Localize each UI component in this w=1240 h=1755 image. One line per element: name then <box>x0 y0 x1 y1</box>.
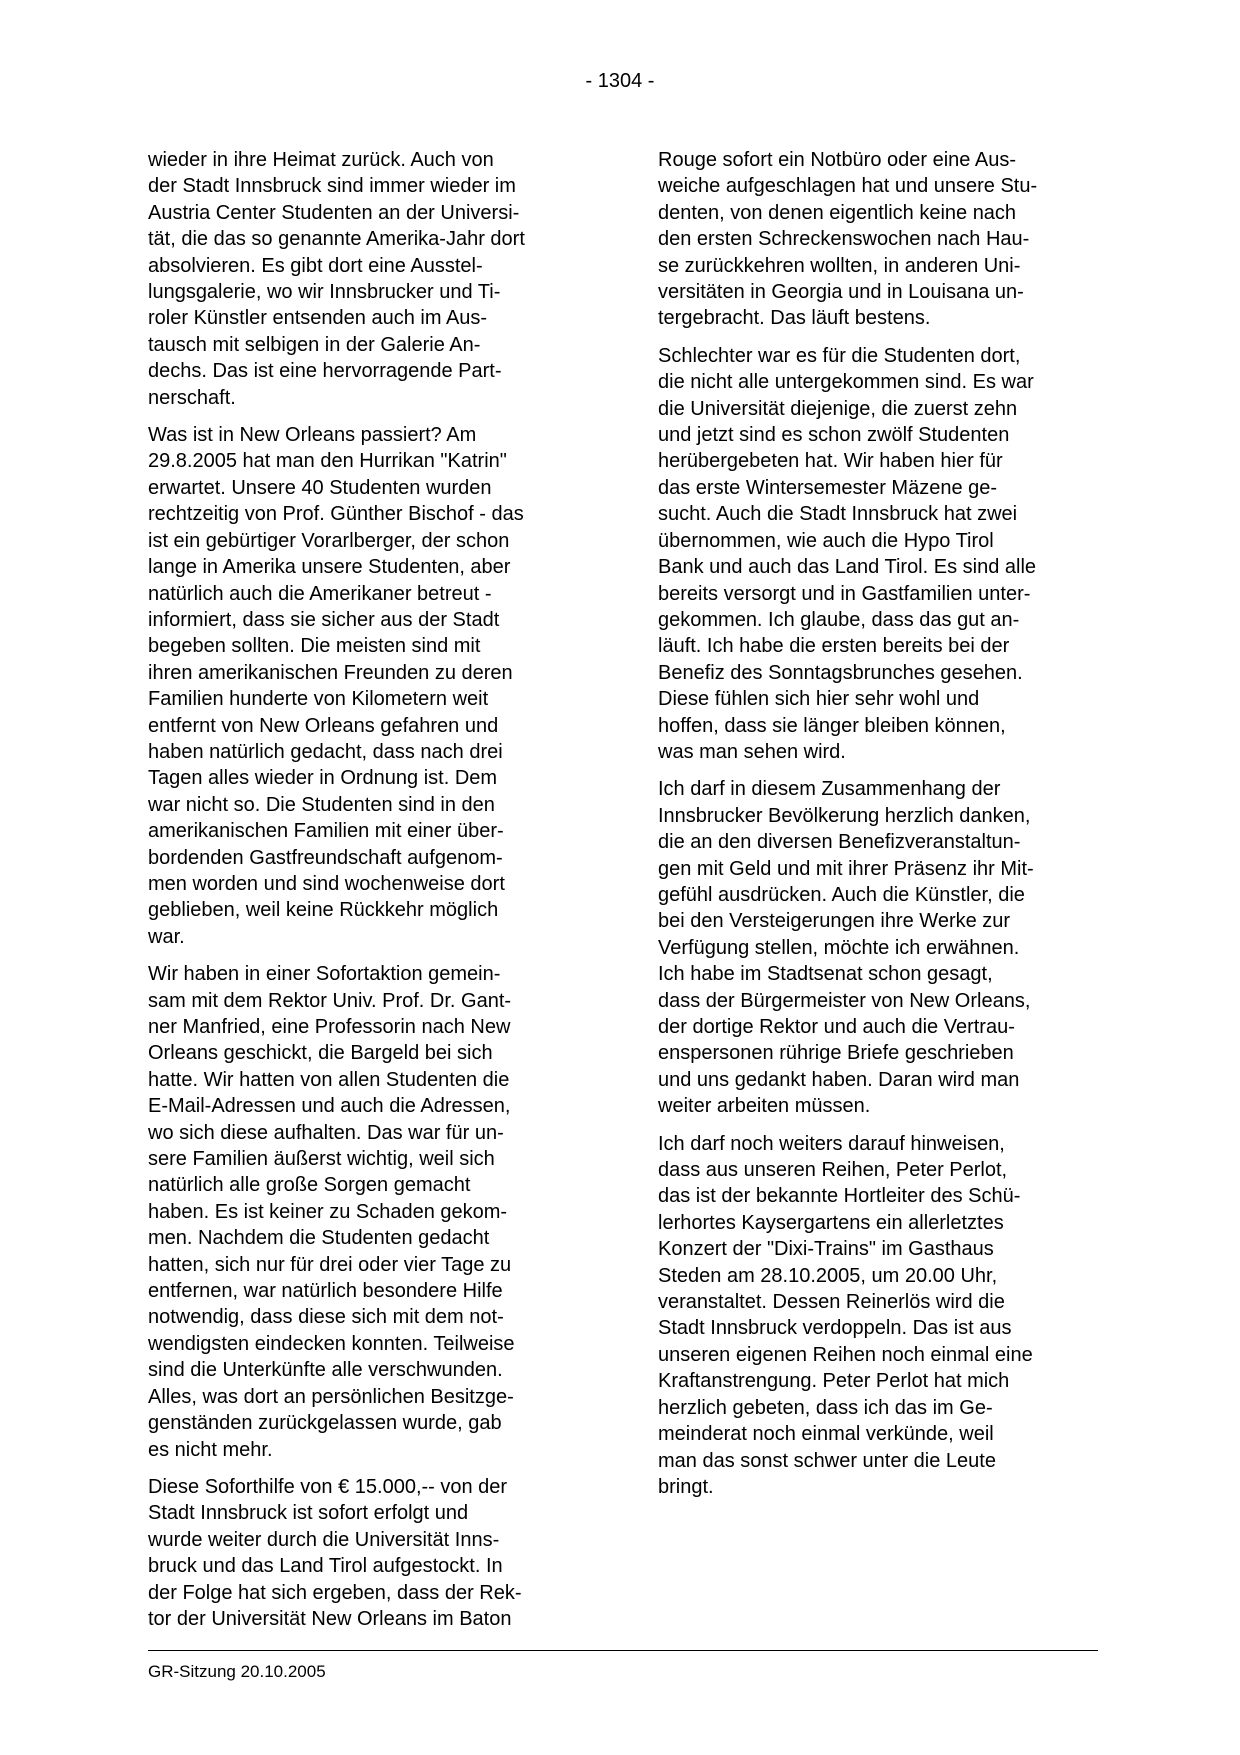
paragraph: wieder in ihre Heimat zurück. Auch von der Stadt Innsbruck sind immer wieder im Austria Center Studenten an der Universi- tät, die das so genannte Amerika-Jahr dort absolvieren. Es gibt dort eine Ausstel- lungsgalerie, wo wir Innsbrucker und Ti- roler Künstler entsenden auch im Aus- tausch mit selbigen in der Galerie An- dechs. Das ist eine hervorragende Part- nerschaft. <box>148 149 525 409</box>
paragraph: Schlechter war es für die Studenten dort, die nicht alle untergekommen sind. Es war die Universität diejenige, die zuerst zehn und jetzt sind es schon zwölf Studenten herübergebeten hat. Wir haben hier für das erste Wintersemester Mäzene ge- sucht. Auch die Stadt Innsbruck hat zwei übernommen, wie auch die Hypo Tirol Bank und auch das Land Tirol. Es sind alle bereits versorgt und in Gastfamilien unter- gekommen. Ich glaube, dass das gut an- läuft. Ich habe die ersten bereits bei der Benefiz des Sonntagsbrunches gesehen. Diese fühlen sich hier sehr wohl und hoffen, dass sie länger bleiben können, was man sehen wird. <box>658 344 1037 763</box>
paragraph: Wir haben in einer Sofortaktion gemein- sam mit dem Rektor Univ. Prof. Dr. Gant- ner Manfried, eine Professorin nach New Orleans geschickt, die Bargeld bei sich hatte. Wir hatten von allen Studenten die E-Mail-Adressen und auch die Adressen, wo sich diese aufhalten. Das war für un- sere Familien äußerst wichtig, weil sich natürlich alle große Sorgen gemacht haben. Es ist keiner zu Schaden gekom- men. Nachdem die Studenten gedacht hatten, sich nur für drei oder vier Tage zu entfernen, war natürlich besondere Hilfe notwendig, dass diese sich mit dem not- wendigsten eindecken konnten. Teilweise sind die Unterkünfte alle verschwunden. Alles, was dort an persönlichen Besitzge- genständen zurückgelassen wurde, gab es nicht mehr. <box>148 963 515 1461</box>
paragraph: Was ist in New Orleans passiert? Am 29.8.2005 hat man den Hurrikan "Katrin" erwartet. Unsere 40 Studenten wurden rechtzeitig von Prof. Günther Bischof - das ist ein gebürtiger Vorarlberger, der schon lange in Amerika unsere Studenten, aber natürlich auch die Amerikaner betreut - informiert, dass sie sicher aus der Stadt begeben sollten. Die meisten sind mit ihren amerikanischen Freunden zu deren Familien hunderte von Kilometern weit entfernt von New Orleans gefahren und haben natürlich gedacht, dass nach drei Tagen alles wieder in Ordnung ist. Dem war nicht so. Die Studenten sind in den amerikanischen Familien mit einer über- bordenden Gastfreundschaft aufgenom- men worden und sind wochenweise dort geblieben, weil keine Rückkehr möglich war. <box>148 424 524 948</box>
paragraph: Ich darf in diesem Zusammenhang der Innsbrucker Bevölkerung herzlich danken, die an den diversen Benefizveranstaltun- gen mit Geld und mit ihrer Präsenz ihr Mit- gefühl ausdrücken. Auch die Künstler, die bei den Versteigerungen ihre Werke zur Verfügung stellen, möchte ich erwähnen. Ich habe im Stadtsenat schon gesagt, dass der Bürgermeister von New Orleans, der dortige Rektor und auch die Vertrau- enspersonen rührige Briefe geschrieben und uns gedankt haben. Daran wird man weiter arbeiten müssen. <box>658 778 1034 1118</box>
right-column <box>658 147 1098 1511</box>
footer-divider <box>148 1650 1098 1651</box>
paragraph: Rouge sofort ein Notbüro oder eine Aus- weiche aufgeschlagen hat und unsere Stu- denten, von denen eigentlich keine nach den ersten Schreckenswochen nach Hau- se zurückkehren wollten, in anderen Uni- versitäten in Georgia und in Louisana un- tergebracht. Das läuft bestens. <box>658 149 1038 330</box>
footer-session-date: GR-Sitzung 20.10.2005 <box>148 1662 326 1681</box>
paragraph: Diese Soforthilfe von € 15.000,-- von der Stadt Innsbruck ist sofort erfolgt und wurde weiter durch die Universität Inns- bruck und das Land Tirol aufgestockt. In der Folge hat sich ergeben, dass der Rek- tor der Universität New Orleans im Baton <box>148 1475 522 1630</box>
page-number: - 1304 - <box>585 70 655 92</box>
left-column <box>148 147 588 1643</box>
paragraph: Ich darf noch weiters darauf hinweisen, dass aus unseren Reihen, Peter Perlot, das ist der bekannte Hortleiter des Schü- lerhortes Kaysergartens ein allerletztes Konzert der "Dixi-Trains" im Gasthaus Steden am 28.10.2005, um 20.00 Uhr, veranstaltet. Dessen Reinerlös wird die Stadt Innsbruck verdoppeln. Das ist aus unseren eigenen Reihen noch einmal eine Kraftanstrengung. Peter Perlot hat mich herzlich gebeten, dass ich das im Ge- meinderat noch einmal verkünde, weil man das sonst schwer unter die Leute bringt. <box>658 1132 1033 1498</box>
